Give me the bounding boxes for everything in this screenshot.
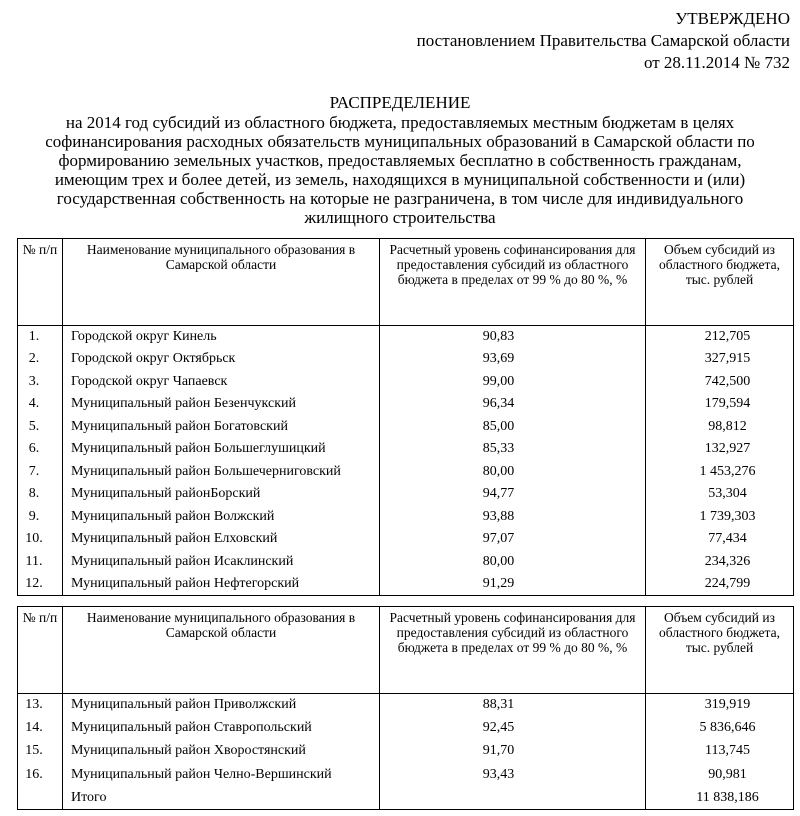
row-amount: 113,745 (646, 740, 794, 763)
row-name: Муниципальный район Большеглушицкий (63, 438, 380, 461)
row-amount: 212,705 (646, 326, 794, 349)
table-row (18, 551, 794, 574)
row-rate: 93,69 (380, 348, 646, 371)
row-amount: 53,304 (646, 483, 794, 506)
row-rate: 91,70 (380, 740, 646, 763)
approval-line-approved: УТВЕРЖДЕНО (675, 9, 790, 28)
row-amount: 11 838,186 (646, 786, 794, 809)
row-name: Муниципальный район Елховский (63, 528, 380, 551)
table-row (18, 694, 794, 717)
row-rate: 93,88 (380, 506, 646, 529)
row-rate: 90,83 (380, 326, 646, 349)
row-number: 5. (18, 416, 63, 439)
header-name: Наименование муниципального образования в Самарской области (63, 607, 380, 694)
row-number (18, 786, 63, 809)
table-body-part-1 (18, 326, 794, 596)
row-name: Муниципальный район Приволжский (63, 694, 380, 717)
row-name: Муниципальный район Нефтегорский (63, 573, 380, 596)
row-name: Итого (63, 786, 380, 809)
row-number: 8. (18, 483, 63, 506)
row-amount: 98,812 (646, 416, 794, 439)
row-rate: 80,00 (380, 551, 646, 574)
row-amount: 1 453,276 (646, 461, 794, 484)
row-rate (380, 786, 646, 809)
row-number: 1. (18, 326, 63, 349)
distribution-table-part-2 (17, 606, 794, 810)
table-row (18, 326, 794, 349)
row-number: 6. (18, 438, 63, 461)
row-name: Муниципальный районБорский (63, 483, 380, 506)
row-name: Городской округ Кинель (63, 326, 380, 349)
row-name: Муниципальный район Исаклинский (63, 551, 380, 574)
row-rate: 97,07 (380, 528, 646, 551)
row-number: 7. (18, 461, 63, 484)
row-amount: 224,799 (646, 573, 794, 596)
row-name: Муниципальный район Безенчукский (63, 393, 380, 416)
table-row (18, 506, 794, 529)
row-amount: 742,500 (646, 371, 794, 394)
row-amount: 327,915 (646, 348, 794, 371)
table-row (18, 371, 794, 394)
row-rate: 85,33 (380, 438, 646, 461)
row-number: 3. (18, 371, 63, 394)
table-row (18, 483, 794, 506)
row-number: 4. (18, 393, 63, 416)
row-rate: 96,34 (380, 393, 646, 416)
row-name: Муниципальный район Хворостянский (63, 740, 380, 763)
row-number: 2. (18, 348, 63, 371)
row-rate: 92,45 (380, 717, 646, 740)
row-number: 11. (18, 551, 63, 574)
header-name: Наименование муниципального образования в Самарской области (63, 239, 380, 326)
table-row (18, 416, 794, 439)
table-row (18, 763, 794, 786)
header-amount: Объем субсидий из областного бюджета, тыс. рублей (646, 239, 794, 326)
table-row (18, 740, 794, 763)
row-amount: 179,594 (646, 393, 794, 416)
row-amount: 234,326 (646, 551, 794, 574)
row-amount: 90,981 (646, 763, 794, 786)
row-amount: 1 739,303 (646, 506, 794, 529)
row-name: Городской округ Октябрьск (63, 348, 380, 371)
header-rate: Расчетный уровень софинансирования для предоставления субсидий из областного бюджета в пределах от 99 % до 80 %, % (380, 239, 646, 326)
header-amount: Объем субсидий из областного бюджета, тыс. рублей (646, 607, 794, 694)
row-number: 12. (18, 573, 63, 596)
table-row (18, 348, 794, 371)
row-amount: 132,927 (646, 438, 794, 461)
header-num: № п/п (18, 239, 63, 326)
row-name: Муниципальный район Челно-Вершинский (63, 763, 380, 786)
row-amount: 77,434 (646, 528, 794, 551)
table-row (18, 528, 794, 551)
row-number: 14. (18, 717, 63, 740)
header-num: № п/п (18, 607, 63, 694)
row-amount: 5 836,646 (646, 717, 794, 740)
row-rate: 88,31 (380, 694, 646, 717)
row-rate: 94,77 (380, 483, 646, 506)
table-row (18, 393, 794, 416)
approval-line-date: от 28.11.2014 № 732 (643, 53, 790, 72)
row-name: Муниципальный район Большечерниговский (63, 461, 380, 484)
row-number: 13. (18, 694, 63, 717)
row-name: Муниципальный район Ставропольский (63, 717, 380, 740)
row-rate: 91,29 (380, 573, 646, 596)
table-row (18, 461, 794, 484)
row-number: 16. (18, 763, 63, 786)
approval-block (417, 8, 790, 74)
row-amount: 319,919 (646, 694, 794, 717)
row-name: Муниципальный район Волжский (63, 506, 380, 529)
table-row (18, 573, 794, 596)
distribution-table-part-1 (17, 238, 794, 596)
row-name: Городской округ Чапаевск (63, 371, 380, 394)
row-rate: 85,00 (380, 416, 646, 439)
row-rate: 99,00 (380, 371, 646, 394)
row-name: Муниципальный район Богатовский (63, 416, 380, 439)
table-row (18, 786, 794, 809)
header-rate: Расчетный уровень софинансирования для предоставления субсидий из областного бюджета в пределах от 99 % до 80 %, % (380, 607, 646, 694)
row-number: 10. (18, 528, 63, 551)
row-number: 15. (18, 740, 63, 763)
document-subtitle: на 2014 год субсидий из областного бюджета, предоставляемых местным бюджетам в целях софинансирования расходных обязательств муниципальных образований в Самарской области по формированию земельных участков, предоставляемых бесплатно в собственность гражданам, имеющим трех и более детей, из земель, находящихся в муниципальной собственности и (или) государственная собственность на которые не разграничена, в том числе для индивидуального жилищного строительства (45, 113, 755, 227)
table-row (18, 438, 794, 461)
row-rate: 80,00 (380, 461, 646, 484)
document-title: РАСПРЕДЕЛЕНИЕ (329, 93, 471, 112)
row-number: 9. (18, 506, 63, 529)
approval-line-decree: постановлением Правительства Самарской области (416, 31, 790, 50)
table-row (18, 717, 794, 740)
table-body-part-2 (18, 694, 794, 810)
row-rate: 93,43 (380, 763, 646, 786)
